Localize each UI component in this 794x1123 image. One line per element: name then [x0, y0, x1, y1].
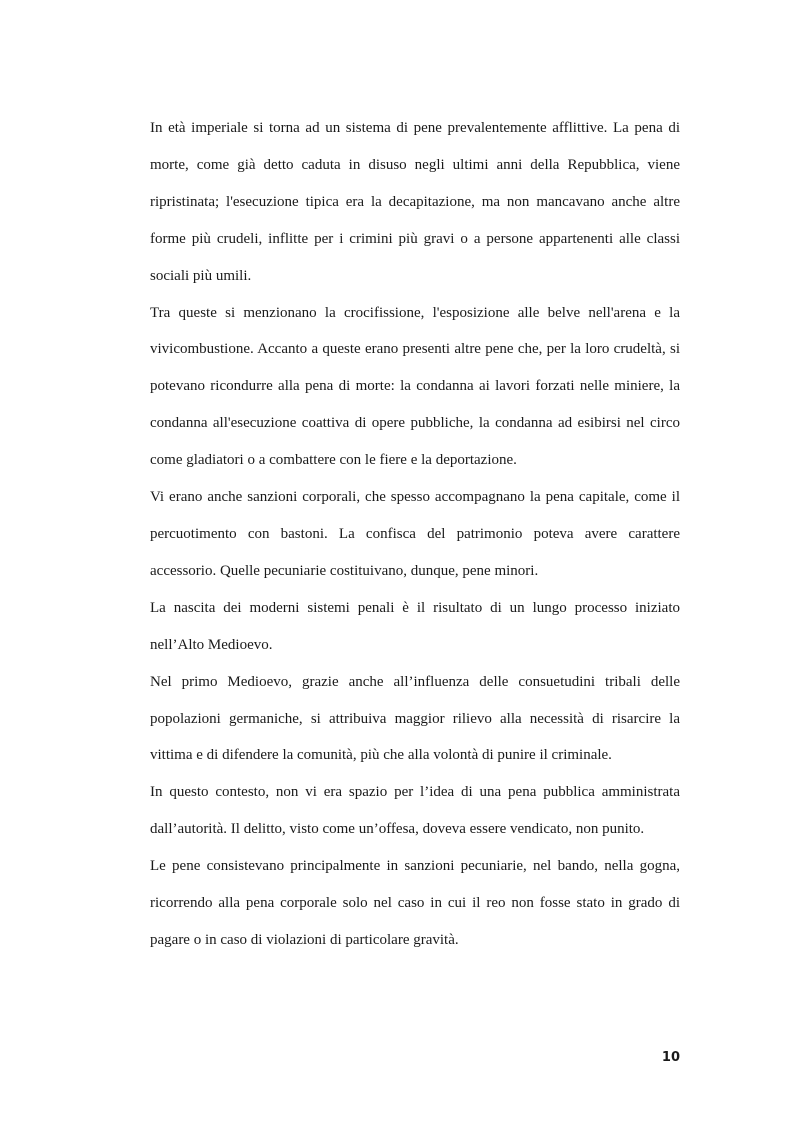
page-number: 10: [661, 1050, 680, 1065]
paragraph-6: In questo contesto, non vi era spazio per l’idea di una pena pubblica amministrata dall’autorità. Il delitto, visto come un’offesa, doveva essere vendicato, non punito.: [150, 784, 680, 838]
paragraph-5: Nel primo Medioevo, grazie anche all’influenza delle consuetudini tribali delle popolazioni germaniche, si attribuiva maggior rilievo alla necessità di risarcire la vittima e di difendere la comunità, più che alla volontà di punire il criminale.: [150, 673, 680, 764]
paragraph-3: Vi erano anche sanzioni corporali, che spesso accompagnano la pena capitale, come il percuotimento con bastoni. La confisca del patrimonio poteva avere carattere accessorio. Quelle pecuniarie costituivano, dunque, pene minori.: [150, 489, 680, 579]
paragraph-4: La nascita dei moderni sistemi penali è il risultato di un lungo processo iniziato nell’Alto Medioevo.: [150, 599, 680, 653]
paragraph-7: Le pene consistevano principalmente in sanzioni pecuniarie, nel bando, nella gogna, ricorrendo alla pena corporale solo nel caso in cui il reo non fosse stato in grado di pagare o in caso di violazioni di particolare gravità.: [150, 858, 680, 948]
paragraph-1: In età imperiale si torna ad un sistema di pene prevalentemente afflittive. La pena di morte, come già detto caduta in disuso negli ultimi anni della Repubblica, viene ripristinata; l'esecuzione tipica era la decapitazione, ma non mancavano anche altre forme più crudeli, inflitte per i crimini più gravi o a persone appartenenti alle classi sociali più umili.: [150, 120, 680, 284]
body-text: [150, 110, 680, 959]
paragraph-2: Tra queste si menzionano la crocifissione, l'esposizione alle belve nell'arena e la vivicombustione. Accanto a queste erano presenti altre pene che, per la loro crudeltà, si potevano ricondurre alla pena di morte: la condanna ai lavori forzati nelle miniere, la condanna all'esecuzione coattiva di opere pubbliche, la condanna ad esibirsi nel circo come gladiatori o a combattere con le fiere e la deportazione.: [150, 304, 680, 469]
